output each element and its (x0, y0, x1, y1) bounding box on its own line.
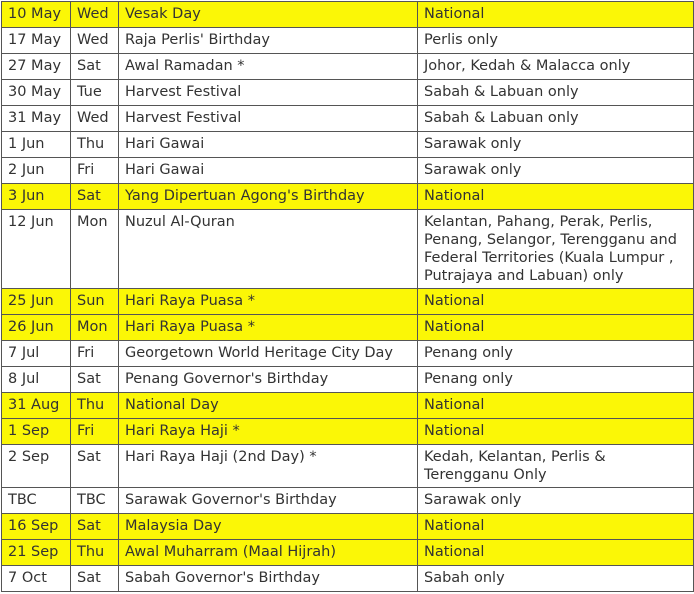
table-row (2, 28, 694, 54)
holiday-date-cell: 2 Jun (2, 158, 71, 184)
holiday-date-cell: 1 Sep (2, 419, 71, 445)
holiday-name-cell: Hari Raya Puasa * (119, 315, 418, 341)
table-row (2, 80, 694, 106)
holiday-weekday-cell: Mon (71, 210, 119, 289)
holiday-date-cell: 26 Jun (2, 315, 71, 341)
holiday-weekday-cell: Sat (71, 184, 119, 210)
holiday-name-cell: Raja Perlis' Birthday (119, 28, 418, 54)
table-row (2, 132, 694, 158)
holiday-weekday-cell: Thu (71, 540, 119, 566)
table-row (2, 367, 694, 393)
holiday-states-cell: Penang only (418, 367, 694, 393)
holiday-states-cell: National (418, 514, 694, 540)
holiday-states-cell: National (418, 393, 694, 419)
holiday-states-cell: National (418, 315, 694, 341)
holiday-date-cell: 12 Jun (2, 210, 71, 289)
table-row (2, 289, 694, 315)
holiday-date-cell: 7 Oct (2, 566, 71, 592)
holiday-weekday-cell: Sat (71, 367, 119, 393)
holiday-weekday-cell: Sat (71, 566, 119, 592)
holiday-states-cell: Sabah & Labuan only (418, 106, 694, 132)
holiday-name-cell: Penang Governor's Birthday (119, 367, 418, 393)
holiday-date-cell: TBC (2, 488, 71, 514)
holiday-name-cell: Yang Dipertuan Agong's Birthday (119, 184, 418, 210)
holiday-date-cell: 27 May (2, 54, 71, 80)
table-row (2, 540, 694, 566)
holiday-weekday-cell: Sat (71, 445, 119, 488)
table-row (2, 514, 694, 540)
holiday-states-cell: Sabah & Labuan only (418, 80, 694, 106)
holiday-weekday-cell: Wed (71, 28, 119, 54)
holiday-states-cell: National (418, 289, 694, 315)
holiday-date-cell: 7 Jul (2, 341, 71, 367)
holiday-states-cell: National (418, 419, 694, 445)
holiday-states-cell: Perlis only (418, 28, 694, 54)
table-row (2, 315, 694, 341)
holiday-name-cell: Harvest Festival (119, 80, 418, 106)
holiday-weekday-cell: Thu (71, 393, 119, 419)
holiday-table-body (2, 2, 694, 592)
holiday-states-cell: National (418, 540, 694, 566)
holiday-name-cell: Hari Raya Haji (2nd Day) * (119, 445, 418, 488)
holiday-name-cell: Georgetown World Heritage City Day (119, 341, 418, 367)
holiday-name-cell: Awal Muharram (Maal Hijrah) (119, 540, 418, 566)
holiday-date-cell: 17 May (2, 28, 71, 54)
holiday-weekday-cell: Sat (71, 54, 119, 80)
table-row (2, 341, 694, 367)
holiday-date-cell: 8 Jul (2, 367, 71, 393)
holiday-date-cell: 16 Sep (2, 514, 71, 540)
table-row (2, 488, 694, 514)
holiday-states-cell: National (418, 184, 694, 210)
holiday-table (1, 1, 694, 592)
table-row (2, 184, 694, 210)
holiday-name-cell: Malaysia Day (119, 514, 418, 540)
holiday-states-cell: Sarawak only (418, 158, 694, 184)
holiday-states-cell: Sabah only (418, 566, 694, 592)
holiday-states-cell: Johor, Kedah & Malacca only (418, 54, 694, 80)
holiday-weekday-cell: Mon (71, 315, 119, 341)
holiday-weekday-cell: Fri (71, 158, 119, 184)
holiday-name-cell: Hari Gawai (119, 132, 418, 158)
holiday-states-cell: Sarawak only (418, 488, 694, 514)
holiday-name-cell: Hari Raya Haji * (119, 419, 418, 445)
holiday-date-cell: 31 Aug (2, 393, 71, 419)
holiday-weekday-cell: Sat (71, 514, 119, 540)
holiday-name-cell: Harvest Festival (119, 106, 418, 132)
holiday-date-cell: 25 Jun (2, 289, 71, 315)
holiday-weekday-cell: Sun (71, 289, 119, 315)
table-row (2, 445, 694, 488)
holiday-states-cell: Kedah, Kelantan, Perlis & Terengganu Only (418, 445, 694, 488)
holiday-weekday-cell: Fri (71, 419, 119, 445)
table-row (2, 393, 694, 419)
holiday-weekday-cell: Wed (71, 106, 119, 132)
holiday-states-cell: National (418, 2, 694, 28)
holiday-name-cell: Vesak Day (119, 2, 418, 28)
holiday-name-cell: National Day (119, 393, 418, 419)
table-row (2, 419, 694, 445)
holiday-date-cell: 1 Jun (2, 132, 71, 158)
table-row (2, 566, 694, 592)
holiday-date-cell: 30 May (2, 80, 71, 106)
holiday-weekday-cell: Tue (71, 80, 119, 106)
holiday-states-cell: Kelantan, Pahang, Perak, Perlis, Penang, Selangor, Terengganu and Federal Territories (Kuala Lumpur , Putrajaya and Labuan) only (418, 210, 694, 289)
table-row (2, 2, 694, 28)
holiday-name-cell: Sabah Governor's Birthday (119, 566, 418, 592)
holiday-date-cell: 2 Sep (2, 445, 71, 488)
holiday-weekday-cell: Thu (71, 132, 119, 158)
holiday-weekday-cell: Wed (71, 2, 119, 28)
holiday-states-cell: Penang only (418, 341, 694, 367)
holiday-weekday-cell: Fri (71, 341, 119, 367)
table-row (2, 210, 694, 289)
holiday-date-cell: 21 Sep (2, 540, 71, 566)
holiday-date-cell: 10 May (2, 2, 71, 28)
holiday-date-cell: 3 Jun (2, 184, 71, 210)
holiday-name-cell: Nuzul Al-Quran (119, 210, 418, 289)
table-row (2, 158, 694, 184)
holiday-states-cell: Sarawak only (418, 132, 694, 158)
holiday-weekday-cell: TBC (71, 488, 119, 514)
holiday-name-cell: Awal Ramadan * (119, 54, 418, 80)
holiday-name-cell: Sarawak Governor's Birthday (119, 488, 418, 514)
holiday-name-cell: Hari Raya Puasa * (119, 289, 418, 315)
table-row (2, 106, 694, 132)
holiday-name-cell: Hari Gawai (119, 158, 418, 184)
table-row (2, 54, 694, 80)
holiday-date-cell: 31 May (2, 106, 71, 132)
